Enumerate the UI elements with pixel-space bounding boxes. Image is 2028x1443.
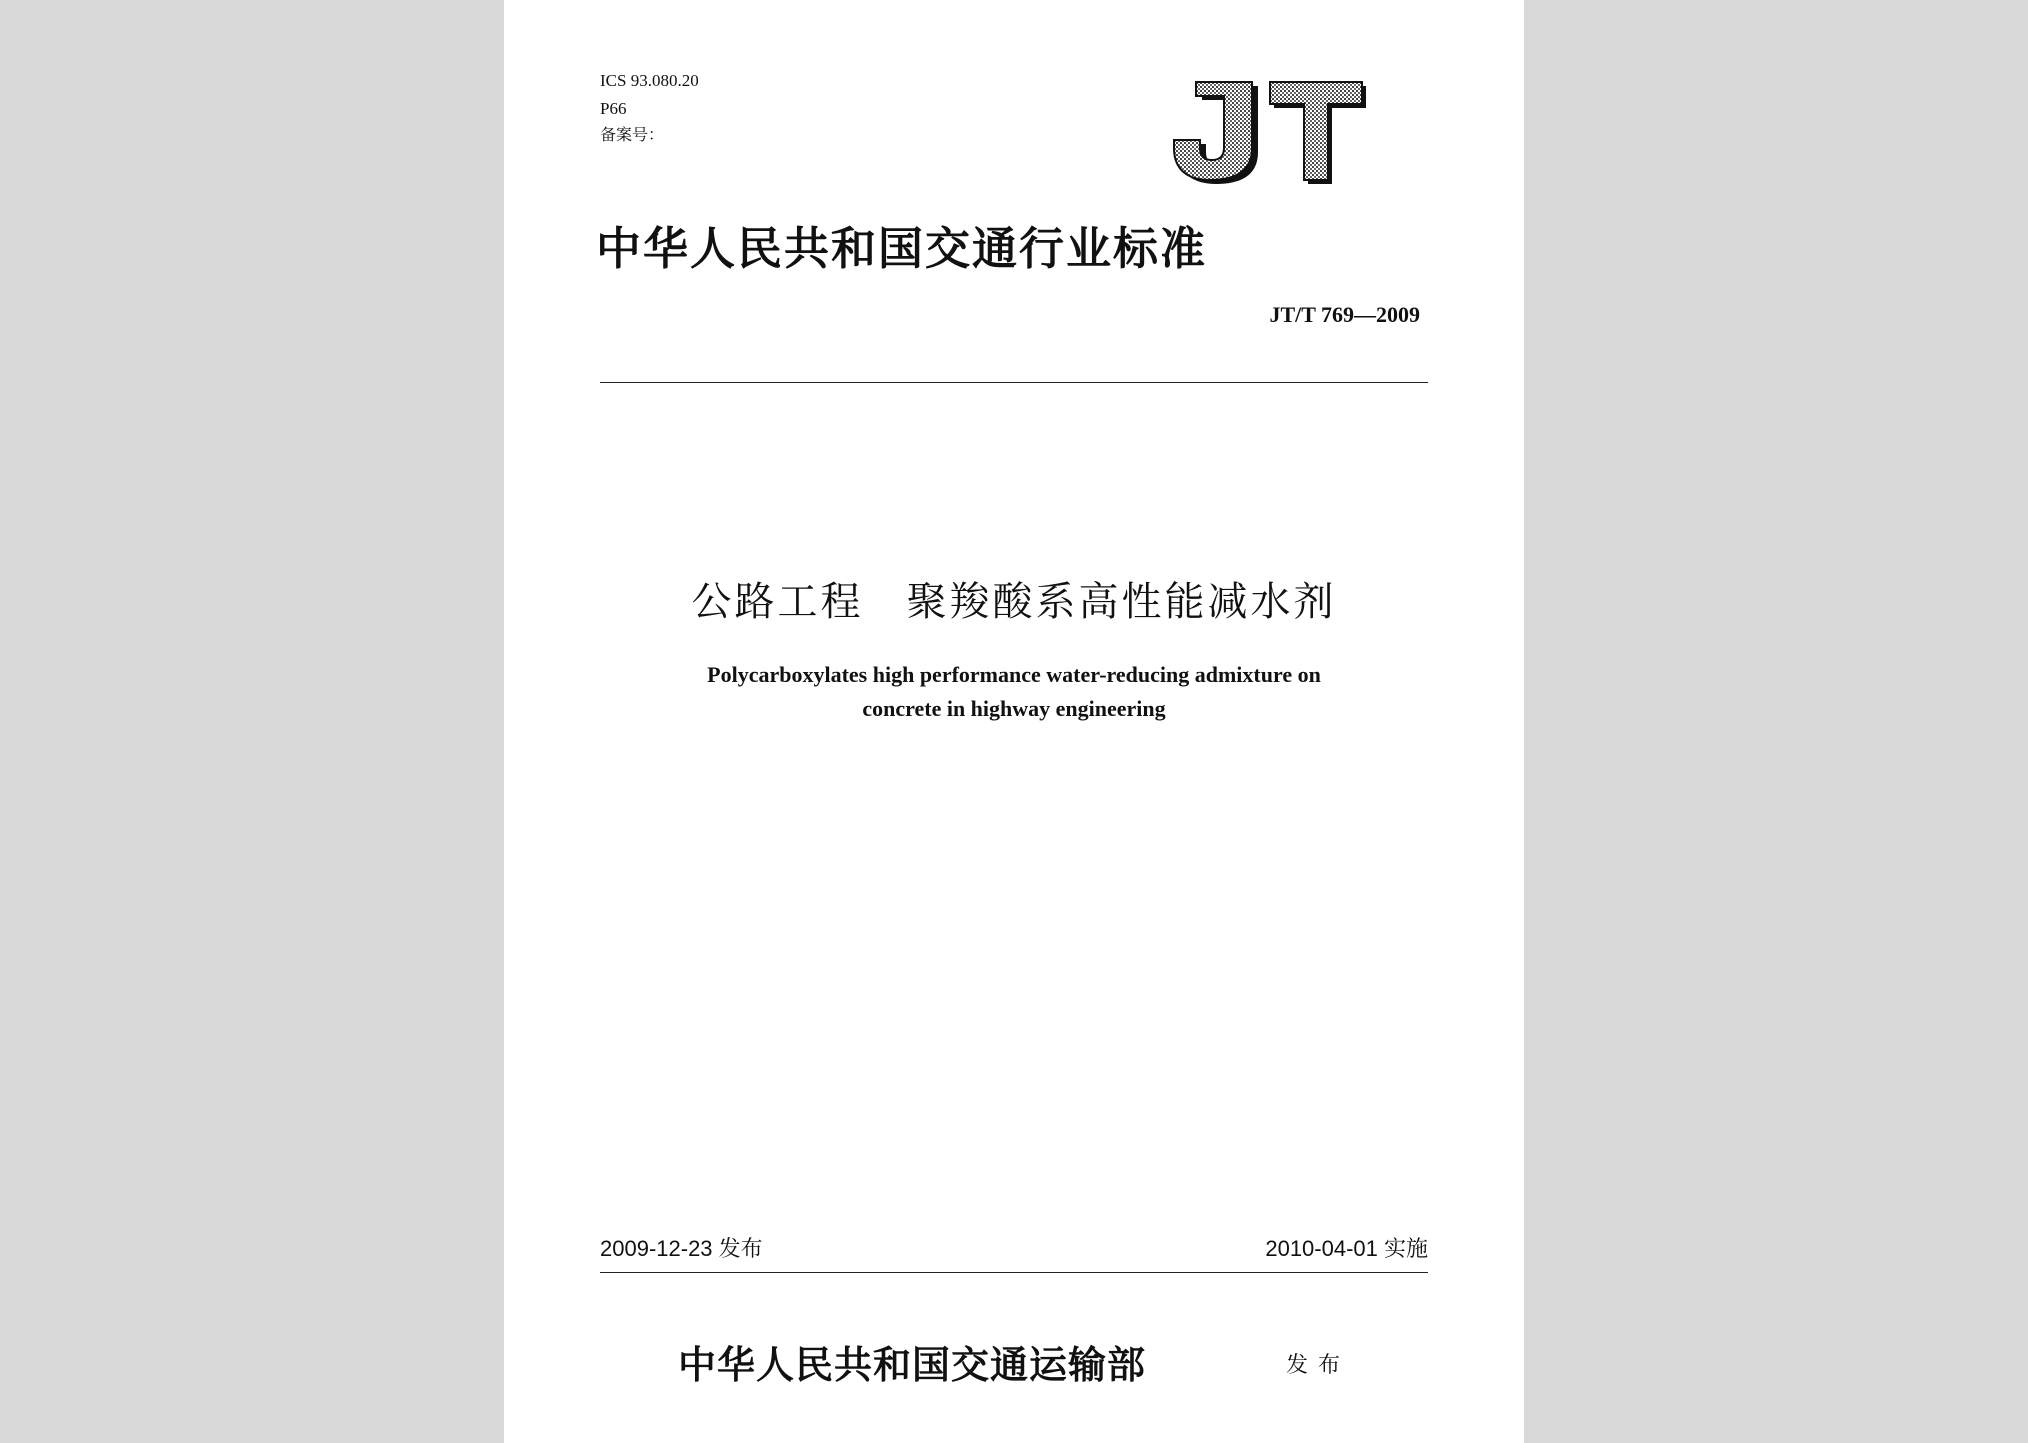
publish-label: 发布 [1286,1353,1351,1378]
issue-date: 2009-12-23 发布 [600,1236,763,1261]
classification-code: P66 [600,99,627,118]
footer-divider [600,1272,1428,1273]
logo-letter-j [1174,82,1258,184]
issuing-category-title: 中华人民共和国交通行业标准 [596,222,1208,275]
title-english-line2: concrete in highway engineering [862,696,1166,721]
publisher-name: 中华人民共和国交通运输部 [678,1342,1147,1387]
standard-number: JT/T 769—2009 [1269,302,1420,327]
document-page [504,0,1524,1443]
record-number-label: 备案号： [600,125,665,144]
ics-code: ICS 93.080.20 [600,71,699,90]
title-english-line1: Polycarboxylates high performance water-reducing admixture on [707,662,1321,687]
logo-letter-t [1270,82,1366,184]
title-chinese: 公路工程 聚羧酸系高性能减水剂 [691,579,1337,625]
header-divider [600,382,1428,383]
implementation-date: 2010-04-01 实施 [1265,1236,1428,1261]
jt-logo [1172,78,1368,188]
